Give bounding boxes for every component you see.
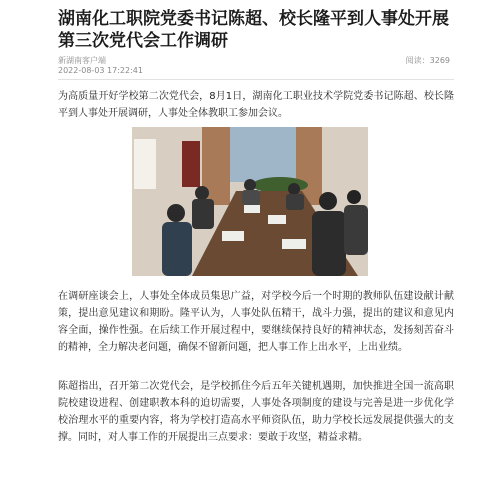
article-source[interactable]: 新湖南客户端: [58, 56, 106, 65]
article-paragraph-1: 为高质量开好学校第二次党代会，8月1日，湖南化工职业技术学院党委书记陈超、校长隆平到人事处开展调研，人事处全体教职工参加会议。: [58, 91, 454, 119]
article-datetime: 2022-08-03 17:22:41: [58, 66, 143, 75]
header-divider: [58, 79, 454, 80]
article-paragraph-2: 在调研座谈会上，人事处全体成员集思广益，对学校今后一个时期的教师队伍建设献计献策，提出意见建议和期盼。隆平认为，人事处队伍精干，战斗力强，提出的建议和意见内容全面，操作性强。在后续工作开展过程中，要继续保持良好的精神状态，发扬刻苦奋斗的精神，全力解决老问题，确保不留新问题，把人事工作上出水平，上出业绩。: [58, 291, 454, 353]
meeting-photo: [132, 127, 368, 276]
view-count: 阅读：3269: [405, 56, 450, 65]
article-title: 湖南化工职院党委书记陈超、校长隆平到人事处开展第三次党代会工作调研: [58, 9, 449, 51]
article-paragraph-3: 陈超指出，召开第二次党代会，是学校抓住今后五年关键机遇期，加快推进全国一流高职院校建设进程、创建职教本科的迫切需要，人事处各项制度的建设与完善是进一步优化学校治理水平的重要内容，将为学校打造高水平师资队伍，助力学校长远发展提供强大的支撑。同时，对人事工作的开展提出三点要求：要敢于攻坚，精益求精。: [58, 381, 454, 443]
